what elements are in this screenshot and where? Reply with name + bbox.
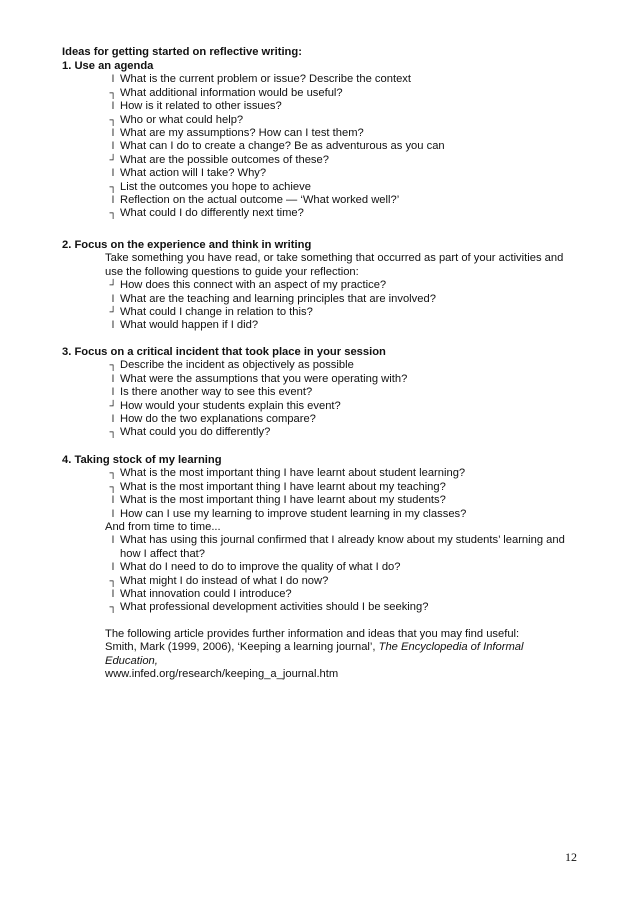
list-item [62,100,582,113]
list-item-text: What are the teaching and learning principles that are involved? [120,292,436,305]
list-item [62,467,582,480]
list-item-text: how I affect that? [120,547,205,560]
bullet-icon: ┘ [109,400,117,412]
list-item-text: What were the assumptions that you were operating with? [120,372,408,385]
list-item [62,279,582,292]
list-item-text: What is the current problem or issue? Describe the context [120,73,412,86]
list-item-text: Who or what could help? [120,113,244,126]
list-item [62,426,582,439]
list-item-text: Reflection on the actual outcome — ‘What worked well?’ [120,194,400,207]
list-item-text: How would your students explain this event? [120,399,341,412]
bullet-icon: ┐ [109,602,117,614]
reference-url[interactable]: www.infed.org/research/keeping_a_journal.htm [105,668,339,681]
list-item-text: What might I do instead of what I do now? [120,574,329,587]
list-item [62,481,582,494]
list-item [62,293,582,306]
list-item [62,167,582,180]
list-item [62,181,582,194]
section-heading: 1. Use an agenda [62,60,154,72]
bullet-icon: l [111,74,115,86]
citation-title: The Encyclopedia of Informal [378,641,524,654]
section-use-an-agenda [62,60,582,221]
reference-citation-cont [62,655,582,668]
list-item [62,373,582,386]
page-number: 12 [565,850,577,864]
list-item-text: What are the possible outcomes of these? [120,153,329,166]
list-item [62,207,582,220]
list-item [62,154,582,167]
bullet-icon: l [111,589,115,601]
bullet-icon: l [111,535,115,547]
bullet-icon: l [111,508,115,520]
list-item [62,561,582,574]
list-item [62,127,582,140]
bullet-icon: l [111,293,115,305]
list-item [62,413,582,426]
bullet-icon: ┐ [109,360,117,372]
list-item-text: Describe the incident as objectively as possible [120,359,354,372]
list-item-text: Is there another way to see this event? [120,386,313,399]
section-heading: 4. Taking stock of my learning [62,454,222,466]
list-item [62,140,582,153]
list-item [62,588,582,601]
list-item-text: What is the most important thing I have learnt about my students? [120,494,446,507]
bullet-icon: ┐ [109,468,117,480]
bullet-icon: ┘ [109,280,117,292]
list-item-text: What action will I take? Why? [120,167,267,180]
list-item-text: List the outcomes you hope to achieve [120,180,311,193]
bullet-icon: ┐ [109,208,117,220]
list-item-text: What has using this journal confirmed that I already know about my students’ learning and [120,534,565,547]
list-item-text: What could I change in relation to this? [120,306,313,319]
list-item-text: What could I do differently next time? [120,207,304,220]
bullet-icon: l [111,141,115,153]
list-item [62,114,582,127]
list-item-text: What is the most important thing I have learnt about my teaching? [120,480,446,493]
list-item [62,494,582,507]
list-item [62,87,582,100]
bullet-icon: l [111,168,115,180]
bullet-icon: l [111,101,115,113]
section-taking-stock [62,454,582,682]
bullet-icon: l [111,387,115,399]
list-item [62,319,582,332]
list-item-text: What could you do differently? [120,426,271,439]
bullet-icon: l [111,373,115,385]
list-item-text: What additional information would be useful? [120,86,343,99]
list-item [62,386,582,399]
list-item-text: What can I do to create a change? Be as adventurous as you can [120,140,445,153]
bullet-icon: ┐ [109,181,117,193]
list-item [62,306,582,319]
bullet-icon: l [111,195,115,207]
bullet-icon: ┐ [109,114,117,126]
citation-text: Smith, Mark (1999, 2006), ‘Keeping a learning journal’, [105,641,379,654]
list-item-text: What would happen if I did? [120,319,259,332]
bullet-icon: l [111,128,115,140]
list-item-text: What do I need to do to improve the quality of what I do? [120,561,401,574]
list-item-text: What professional development activities should I be seeking? [120,601,429,614]
bullet-icon: l [111,562,115,574]
list-item-text: What innovation could I introduce? [120,588,292,601]
document-title: Ideas for getting started on reflective writing: [62,46,302,58]
bullet-icon: ┘ [109,307,117,319]
reference-citation [62,641,582,654]
bullet-icon: l [111,320,115,332]
list-item-text: How can I use my learning to improve student learning in my classes? [120,507,467,520]
list-item [62,194,582,207]
list-item [62,73,582,86]
bullet-icon: ┐ [109,575,117,587]
bullet-icon: ┘ [109,154,117,166]
intro-text: use the following questions to guide your reflection: [105,265,359,278]
list-item [62,508,582,521]
section-heading: 2. Focus on the experience and think in writing [62,239,312,251]
list-item [62,601,582,614]
list-item-text: How is it related to other issues? [120,100,282,113]
subheading-text: And from time to time... [105,521,221,534]
bullet-icon: ┐ [109,87,117,99]
list-item [62,400,582,413]
section-focus-on-experience [62,239,582,333]
list-item [62,359,582,372]
list-item [62,534,582,547]
bullet-icon: ┐ [109,481,117,493]
intro-text: Take something you have read, or take something that occurred as part of your activities and [105,252,564,265]
list-item-text: What are my assumptions? How can I test them? [120,127,364,140]
bullet-icon: l [111,495,115,507]
bullet-icon: l [111,414,115,426]
list-item-text: How do the two explanations compare? [120,413,316,426]
list-item-text: What is the most important thing I have learnt about student learning? [120,467,466,480]
citation-title-cont: Education, [105,654,158,667]
bullet-icon: ┐ [109,427,117,439]
section-heading: 3. Focus on a critical incident that took place in your session [62,346,386,358]
list-item-text: How does this connect with an aspect of my practice? [120,279,387,292]
list-item-continuation [62,548,582,561]
list-item [62,575,582,588]
reference-intro: The following article provides further information and ideas that you may find useful: [105,627,520,640]
section-critical-incident [62,346,582,440]
